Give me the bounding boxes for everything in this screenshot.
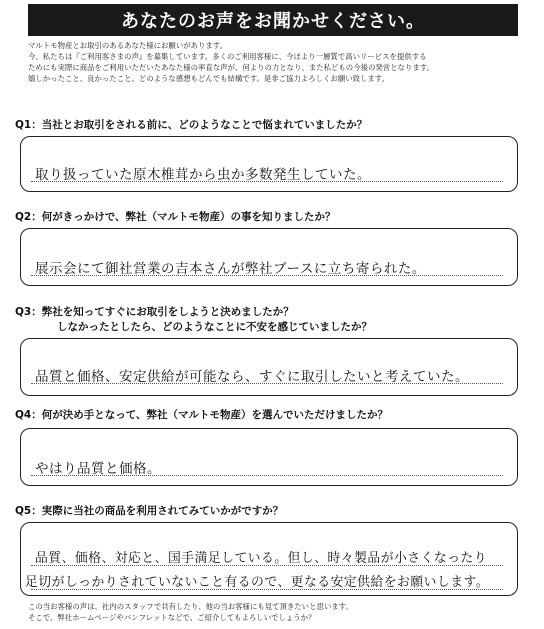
question-1-label: Q1：当社とお取引をされる前に、どのようなことで悩まれていましたか？: [15, 119, 368, 131]
answer-5-text-line1: 品質、価格、対応と、国手満足している。但し、時々製品が小さくなったり: [35, 551, 488, 566]
intro-line: 今、私たちは『ご利用客さまの声』を募集しています。多くのご利用客様に、今ほより一層質で高いリービスを提供する: [28, 52, 427, 61]
answer-line: [31, 589, 503, 590]
question-4-label: Q4：何が決め手となって、弊社（マルトモ物産）を選んでいただけましたか？: [15, 409, 389, 421]
page-title: あなたのお声をお聞かせください。: [28, 4, 518, 36]
answer-1-text: 取り扱っていた原木椎茸から虫か多数発生していた。: [35, 167, 371, 183]
answer-3-text: 品質と価格、安定供給が可能なら、すぐに取引したいと考えていた。: [35, 369, 469, 385]
question-3-sublabel: しなかったとしたら、どのようなことに不安を感じていましたか？: [57, 321, 372, 333]
question-5-label: Q5：実際に当社の商品を利用されてみていかがですか？: [15, 505, 284, 517]
footer-line: そこで、弊社ホームページやパンフレットなどで、ご紹介してもよろしいでしょうか？: [28, 613, 316, 622]
question-3-label: Q3：弊社を知ってすぐにお取引をしようと決めましたか？: [15, 306, 294, 318]
answer-4-text: やはり品質と価格。: [35, 461, 161, 477]
answer-1-box: [20, 136, 518, 192]
footer-line: この当お客様の声は、社内のスタッフで共有したり、他の当お客様にも見て頂きたいと思います。: [28, 602, 353, 611]
answer-5-text-line2: 足切がしっかりされていないこと有るので、更なる安定供給をお願いします。: [25, 575, 490, 590]
intro-text: [28, 40, 508, 84]
question-2-label: Q2：何がきっかけで、弊社（マルトモ物産）の事を知りましたか？: [15, 211, 336, 223]
answer-line: [31, 275, 503, 276]
answer-line: [31, 475, 503, 476]
answer-5-box: [20, 522, 518, 596]
intro-line: マルトモ物産とお取引のあるあなた様にお願いがあります。: [28, 41, 227, 50]
footer-text: [28, 601, 508, 623]
intro-line: ためにも実際に商品をご利用いただいたあなた様の率直な声が、何よりの力となり、また私どもの今後の発営となります。: [28, 63, 434, 72]
answer-2-text: 展示会にて御社営業の吉本さんが弊社ブースに立ち寄られた。: [35, 261, 426, 277]
answer-3-box: [20, 338, 518, 396]
answer-line: [31, 565, 503, 566]
answer-4-box: [20, 428, 518, 486]
answer-line: [31, 181, 503, 182]
answer-2-box: [20, 228, 518, 286]
answer-line: [31, 383, 503, 384]
intro-line: 嬉しかったこと、良かったこと、どのような感想もどんでも結構です。是非ご協力よろしくお願い致します。: [28, 74, 389, 83]
